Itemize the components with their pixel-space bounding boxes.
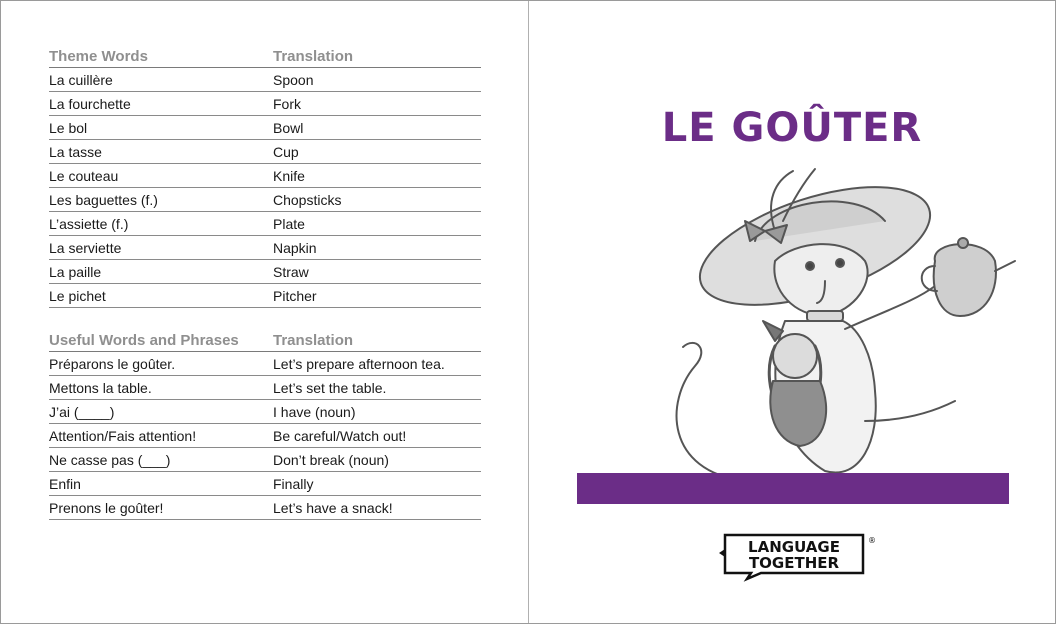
- table-row: [49, 472, 481, 496]
- table-row: [49, 92, 481, 116]
- french-term: Enfin: [49, 475, 81, 492]
- vocabulary-page: [1, 1, 529, 623]
- table-header: [49, 329, 481, 352]
- table-row: [49, 164, 481, 188]
- table-row: [49, 68, 481, 92]
- table-row: [49, 260, 481, 284]
- svg-text:®: ®: [868, 536, 876, 545]
- english-translation: Straw: [273, 263, 309, 280]
- header-useful-phrases: Useful Words and Phrases: [49, 332, 239, 349]
- table-row: [49, 140, 481, 164]
- french-term: Le pichet: [49, 287, 106, 304]
- english-translation: Let’s have a snack!: [273, 499, 393, 516]
- french-term: J’ai (____): [49, 403, 115, 420]
- english-translation: Be careful/Watch out!: [273, 427, 407, 444]
- english-translation: Plate: [273, 215, 305, 232]
- table-row: [49, 496, 481, 520]
- french-term: L’assiette (f.): [49, 215, 129, 232]
- french-term: Ne casse pas (___): [49, 451, 171, 468]
- header-translation: Translation: [273, 48, 354, 65]
- french-term: La tasse: [49, 143, 102, 160]
- table-row: [49, 116, 481, 140]
- french-term: Mettons la table.: [49, 379, 152, 396]
- purple-banner-bar: [577, 473, 1009, 504]
- language-together-logo: [715, 531, 875, 581]
- table-row: [49, 284, 481, 308]
- english-translation: Let’s prepare afternoon tea.: [273, 355, 445, 372]
- french-term: Le couteau: [49, 167, 119, 184]
- english-translation: Napkin: [273, 239, 317, 256]
- english-translation: Spoon: [273, 71, 314, 88]
- french-term: Préparons le goûter.: [49, 355, 176, 372]
- english-translation: Don’t break (noun): [273, 451, 389, 468]
- table-row: [49, 400, 481, 424]
- english-translation: Pitcher: [273, 287, 317, 304]
- english-translation: Knife: [273, 167, 305, 184]
- svg-text:LANGUAGE: LANGUAGE: [748, 538, 840, 556]
- french-term: Les baguettes (f.): [49, 191, 158, 208]
- theme-words-table: [49, 45, 481, 308]
- phrase-rows: [49, 352, 481, 520]
- table-row: [49, 352, 481, 376]
- header-translation: Translation: [273, 332, 354, 349]
- theme-rows: [49, 68, 481, 308]
- french-term: Le bol: [49, 119, 88, 136]
- english-translation: Bowl: [273, 119, 304, 136]
- table-row: [49, 424, 481, 448]
- english-translation: Finally: [273, 475, 314, 492]
- cover-page: [529, 1, 1055, 623]
- table-row: [49, 376, 481, 400]
- french-term: Prenons le goûter!: [49, 499, 164, 516]
- french-term: La serviette: [49, 239, 122, 256]
- english-translation: Fork: [273, 95, 301, 112]
- table-row: [49, 212, 481, 236]
- header-theme-words: Theme Words: [49, 48, 148, 65]
- table-row: [49, 448, 481, 472]
- useful-phrases-table: [49, 329, 481, 520]
- french-term: Attention/Fais attention!: [49, 427, 197, 444]
- table-row: [49, 188, 481, 212]
- book-title: LE GOÛTER: [661, 105, 923, 151]
- english-translation: Cup: [273, 143, 299, 160]
- french-term: La fourchette: [49, 95, 131, 112]
- english-translation: Chopsticks: [273, 191, 342, 208]
- english-translation: Let’s set the table.: [273, 379, 387, 396]
- table-row: [49, 236, 481, 260]
- table-header: [49, 45, 481, 68]
- svg-text:TOGETHER: TOGETHER: [748, 554, 840, 572]
- cat-with-teapot-illustration: [625, 151, 1025, 501]
- english-translation: I have (noun): [273, 403, 356, 420]
- french-term: La cuillère: [49, 71, 113, 88]
- french-term: La paille: [49, 263, 102, 280]
